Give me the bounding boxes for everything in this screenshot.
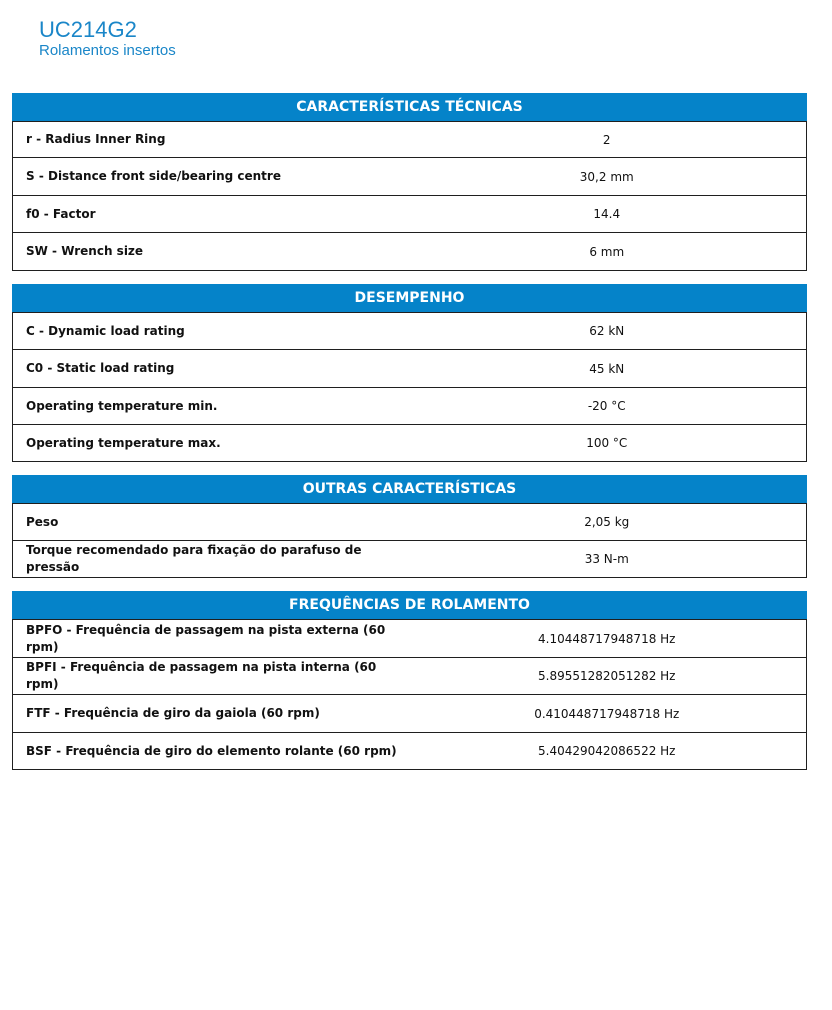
row-label: r - Radius Inner Ring [13, 122, 408, 158]
row-value: 100 °C [408, 425, 807, 462]
section-title: FREQUÊNCIAS DE ROLAMENTO [12, 591, 807, 619]
section-other [12, 475, 807, 578]
table-row [13, 350, 807, 388]
table-row [13, 233, 807, 271]
table-row [13, 620, 807, 658]
row-value: 6 mm [408, 233, 807, 271]
table-row [13, 695, 807, 733]
row-value: 33 N-m [408, 541, 807, 578]
row-label: Torque recomendado para fixação do parafuso de pressão [13, 541, 408, 578]
section-title: CARACTERÍSTICAS TÉCNICAS [12, 93, 807, 121]
section-frequencies [12, 591, 807, 770]
row-label: f0 - Factor [13, 196, 408, 233]
row-value: 0.410448717948718 Hz [408, 695, 807, 733]
row-value: 5.40429042086522 Hz [408, 733, 807, 770]
page-header [39, 18, 176, 59]
row-value: 4.10448717948718 Hz [408, 620, 807, 658]
row-value: 2 [408, 122, 807, 158]
row-value: -20 °C [408, 388, 807, 425]
section-title: DESEMPENHO [12, 284, 807, 312]
row-label: Operating temperature min. [13, 388, 408, 425]
row-value: 45 kN [408, 350, 807, 388]
spec-table [12, 121, 807, 271]
row-label: Operating temperature max. [13, 425, 408, 462]
table-row [13, 504, 807, 541]
spec-table [12, 312, 807, 462]
section-performance [12, 284, 807, 462]
row-label: BSF - Frequência de giro do elemento rolante (60 rpm) [13, 733, 408, 770]
table-row [13, 658, 807, 695]
row-value: 14.4 [408, 196, 807, 233]
table-row [13, 122, 807, 158]
product-subtitle: Rolamentos insertos [39, 42, 176, 59]
section-technical [12, 93, 807, 271]
row-label: S - Distance front side/bearing centre [13, 158, 408, 196]
row-label: C0 - Static load rating [13, 350, 408, 388]
section-title: OUTRAS CARACTERÍSTICAS [12, 475, 807, 503]
table-row [13, 196, 807, 233]
table-row [13, 733, 807, 770]
row-value: 30,2 mm [408, 158, 807, 196]
row-label: SW - Wrench size [13, 233, 408, 271]
spec-table [12, 503, 807, 578]
row-value: 5.89551282051282 Hz [408, 658, 807, 695]
table-row [13, 541, 807, 578]
row-label: FTF - Frequência de giro da gaiola (60 rpm) [13, 695, 408, 733]
spec-table [12, 619, 807, 770]
row-label: C - Dynamic load rating [13, 313, 408, 350]
product-title: UC214G2 [39, 17, 137, 42]
row-value: 2,05 kg [408, 504, 807, 541]
table-row [13, 313, 807, 350]
row-label: Peso [13, 504, 408, 541]
table-row [13, 388, 807, 425]
row-label: BPFO - Frequência de passagem na pista externa (60 rpm) [13, 620, 408, 658]
table-row [13, 425, 807, 462]
table-row [13, 158, 807, 196]
row-label: BPFI - Frequência de passagem na pista interna (60 rpm) [13, 658, 408, 695]
row-value: 62 kN [408, 313, 807, 350]
